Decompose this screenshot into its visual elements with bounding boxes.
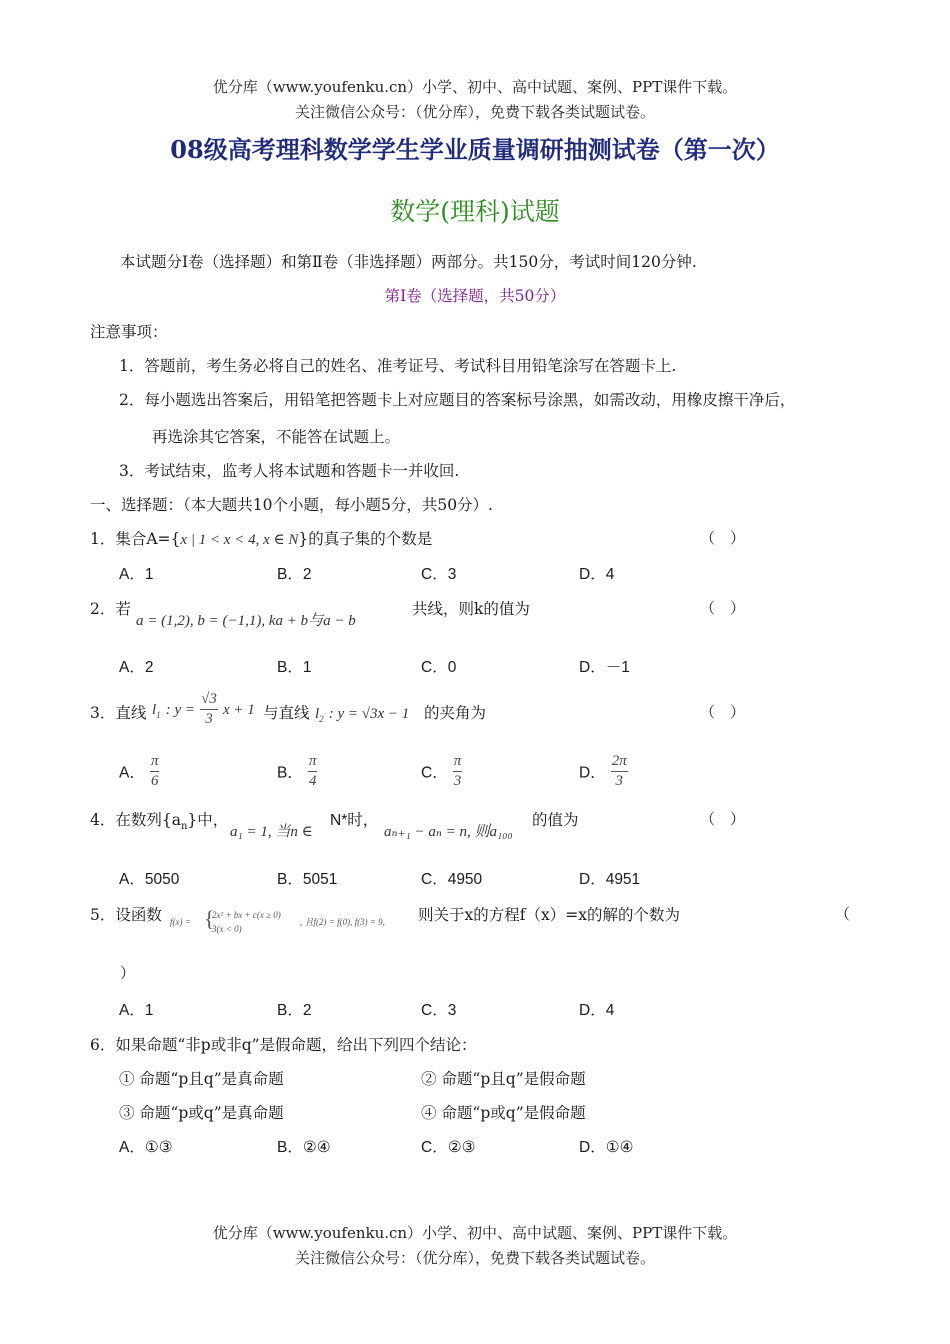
q4-answer-paren: （ ） [700, 810, 746, 828]
q3-option-a [119, 752, 159, 791]
exam-subtitle: 数学(理科)试题 [390, 197, 560, 226]
q3-l1-frac-den: 3 [205, 711, 213, 727]
q3-option-d-den: 3 [615, 773, 624, 789]
q4-stem-b: }中， [187, 811, 229, 829]
q3-option-b-den: 4 [308, 773, 317, 789]
q3-l2-symbol: l [315, 706, 320, 722]
q6-stem: 6．如果命题“非p或非q”是假命题，给出下列四个结论： [90, 1036, 477, 1054]
q4-stem-a-text: 4．在数列{a [90, 811, 181, 829]
notice-item-3: 3．考试结束，监考人将本试题和答题卡一并收回. [119, 462, 460, 480]
q1-set-formula: x | 1 < x < 4, x ∈ N [180, 532, 299, 548]
q3-option-a-den: 6 [150, 773, 159, 789]
section-heading: 一、选择题：（本大题共10个小题，每小题5分，共50分）. [90, 496, 493, 514]
q4-option-d: D．4951 [579, 871, 641, 888]
notice-item-2-cont: 再选涂其它答案，不能答在试题上。 [152, 428, 401, 446]
q3-line1-formula [152, 690, 255, 729]
q6-option-b: B．②④ [277, 1139, 331, 1156]
q3-stem-a: 3．直线 [90, 704, 147, 722]
q3-option-c [421, 752, 462, 791]
footer-line-1: 优分库（www.youfenku.cn）小学、初中、高中试题、案例、PPT课件下载。 [212, 1224, 738, 1242]
q3-l2-subscript: 2 [319, 714, 324, 725]
q5-option-c: C．3 [421, 1002, 457, 1019]
q1-stem-a: 1．集合A={ [90, 530, 181, 548]
q3-l1-symbol: l [152, 702, 157, 718]
q6-option-a: A．①③ [119, 1139, 173, 1156]
q4-stem-a [90, 808, 228, 832]
q4-option-b: B．5051 [277, 871, 338, 888]
header-line-1: 优分库（www.youfenku.cn）小学、初中、高中试题、案例、PPT课件下载。 [212, 78, 738, 96]
q5-answer-paren-close: ） [120, 964, 136, 982]
question-1 [90, 527, 432, 549]
q2-option-d: D．－1 [579, 659, 630, 676]
q1-option-a: A．1 [119, 566, 154, 583]
q3-option-d-frac [611, 752, 628, 791]
q6-conclusion-3: ③ 命题“p或q”是真命题 [119, 1104, 284, 1122]
notice-heading: 注意事项： [90, 323, 168, 341]
q3-stem-b: 与直线 [263, 704, 310, 722]
q3-l1-frac-num: √3 [200, 690, 218, 710]
q4-formula-1: a₁ = 1, 当n ∈ [230, 824, 313, 840]
q1-option-c: C．3 [421, 566, 457, 583]
q2-vector-formula: a = (1,2), b = (−1,1), ka + b与a − b [136, 613, 356, 629]
q4-option-c: C．4950 [421, 871, 483, 888]
q2-stem-a: 2．若 [90, 600, 131, 618]
volume-heading: 第Ⅰ卷（选择题，共50分） [384, 287, 566, 305]
q2-option-a: A．2 [119, 659, 154, 676]
q5-stem-a: 5．设函数 [90, 906, 162, 924]
q3-l2-eq: : y = √3x − 1 [328, 706, 410, 722]
q3-option-d-num: 2π [611, 752, 628, 772]
q6-option-c: C．②③ [421, 1139, 476, 1156]
q6-option-d: D．①④ [579, 1139, 634, 1156]
q3-option-c-num: π [453, 752, 463, 772]
q3-option-b-label: B． [277, 764, 303, 782]
q1-answer-paren: （ ） [700, 529, 746, 547]
exam-title: 08级高考理科数学学生学业质量调研抽测试卷（第一次） [170, 135, 780, 164]
q2-option-b: B．1 [277, 659, 312, 676]
q3-option-c-frac [453, 752, 463, 791]
q4-stem-c: N*时， [330, 812, 379, 829]
notice-item-1: 1．答题前，考生务必将自己的姓名、准考证号、考试科目用铅笔涂写在答题卡上. [119, 357, 677, 375]
q3-answer-paren: （ ） [700, 703, 746, 721]
q3-option-a-num: π [150, 752, 160, 772]
q6-conclusion-1: ① 命题“p且q”是真命题 [119, 1070, 284, 1088]
q3-l1-rest: x + 1 [222, 702, 255, 718]
q4-formula-2: aₙ₊₁ − aₙ = n, 则a₁₀₀ [384, 824, 513, 840]
q3-stem-c: 的夹角为 [424, 704, 487, 722]
q5-option-b: B．2 [277, 1002, 312, 1019]
q3-option-a-frac [150, 752, 160, 791]
q3-option-c-label: C． [421, 764, 448, 782]
q3-option-b [277, 752, 317, 791]
q3-l1-eq: : y = [165, 702, 196, 718]
q1-option-b: B．2 [277, 566, 312, 583]
q3-option-d [579, 752, 628, 791]
q3-l1-fraction [200, 690, 218, 729]
q2-stem-b: 共线，则k的值为 [412, 600, 530, 618]
q3-l1-subscript: 1 [156, 710, 161, 721]
q5-answer-paren-open: （ [835, 905, 851, 923]
footer-line-2: 关注微信公众号：（优分库），免费下载各类试题试卷。 [294, 1249, 655, 1267]
q2-answer-paren: （ ） [700, 599, 746, 617]
q6-conclusion-2: ② 命题“p且q”是假命题 [421, 1070, 586, 1088]
q1-option-d: D．4 [579, 566, 615, 583]
q4-stem-d: 的值为 [532, 811, 579, 829]
q5-option-d: D．4 [579, 1002, 615, 1019]
q3-option-c-den: 3 [453, 773, 462, 789]
q3-line2-formula [315, 703, 409, 724]
q3-option-b-num: π [308, 752, 318, 772]
q4-option-a: A．5050 [119, 871, 180, 888]
q5-option-a: A．1 [119, 1002, 154, 1019]
q5-case-1: 2x² + bx + c(x ≥ 0) [212, 910, 281, 920]
exam-intro: 本试题分Ⅰ卷（选择题）和第Ⅱ卷（非选择题）两部分。共150分，考试时间120分钟. [120, 253, 697, 271]
q5-case-2: 3(x < 0) [212, 924, 242, 934]
header-line-2: 关注微信公众号：（优分库），免费下载各类试题试卷。 [294, 103, 655, 121]
q5-brace: { [204, 906, 215, 931]
q4-subscript-n: n [180, 821, 188, 833]
notice-item-2: 2．每小题选出答案后，用铅笔把答题卡上对应题目的答案标号涂黑，如需改动，用橡皮擦干净后， [119, 391, 796, 409]
q5-condition: , 且f(2) = f(0), f(3) = 9, [300, 917, 385, 927]
q1-stem-b: }的真子集的个数是 [298, 530, 433, 548]
q3-option-b-frac [308, 752, 318, 791]
q3-option-d-label: D． [579, 764, 606, 782]
q5-fx: f(x) = [170, 917, 191, 927]
q3-option-a-label: A． [119, 764, 145, 782]
q2-option-c: C．0 [421, 659, 457, 676]
q6-conclusion-4: ④ 命题“p或q”是假命题 [421, 1104, 586, 1122]
q5-stem-b: 则关于x的方程f（x）=x的解的个数为 [418, 906, 680, 924]
